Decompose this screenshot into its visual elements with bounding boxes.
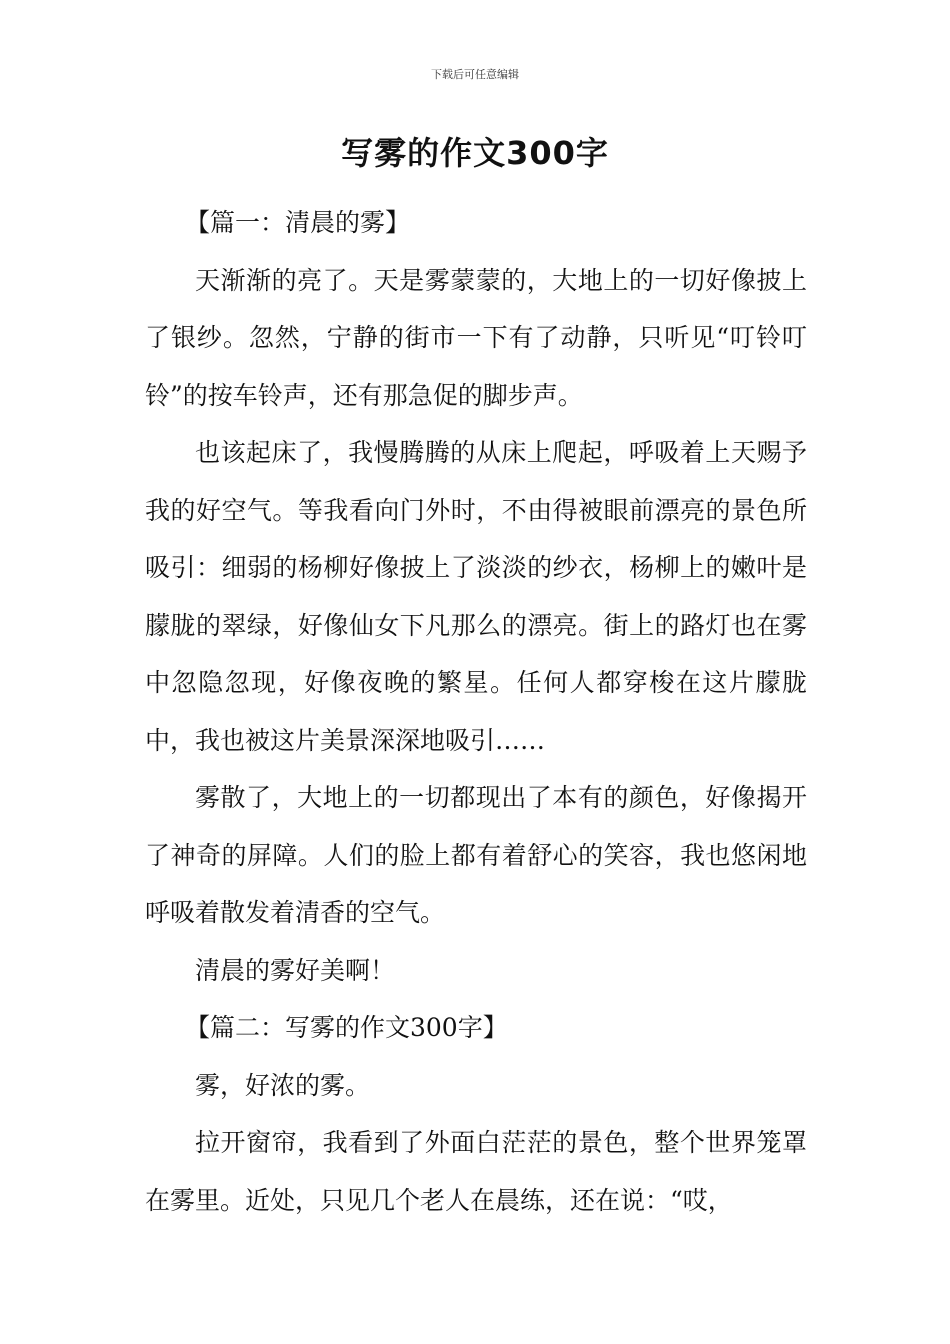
- paragraph: 拉开窗帘，我看到了外面白茫茫的景色，整个世界笼罩在雾里。近处，只见几个老人在晨练，还在说：“哎，: [145, 1128, 807, 1215]
- header-note: 下载后可任意编辑: [431, 68, 519, 81]
- paragraph: 雾，好浓的雾。: [195, 1070, 371, 1100]
- paragraph: 也该起床了，我慢腾腾的从床上爬起，呼吸着上天赐予我的好空气。等我看向门外时，不由得被眼前漂亮的景色所吸引：细弱的杨柳好像披上了淡淡的纱衣，杨柳上的嫩叶是朦胧的翠绿，好像仙女下凡那么的漂亮。街上的路灯也在雾中忽隐忽现，好像夜晚的繁星。任何人都穿梭在这片朦胧中，我也被这片美景深深地吸引……: [145, 438, 807, 755]
- paragraph: 天渐渐的亮了。天是雾蒙蒙的，大地上的一切好像披上了银纱。忽然，宁静的街市一下有了动静，只听见“叮铃叮铃”的按车铃声，还有那急促的脚步声。: [145, 265, 807, 410]
- section-heading-2: 【篇二：写雾的作文300字】: [185, 1013, 508, 1042]
- document-body: [145, 194, 807, 1229]
- section-heading-1: 【篇一：清晨的雾】: [185, 208, 411, 237]
- paragraph: 雾散了，大地上的一切都现出了本有的颜色，好像揭开了神奇的屏障。人们的脸上都有着舒心的笑容，我也悠闲地呼吸着散发着清香的空气。: [145, 783, 807, 927]
- document-title: 写雾的作文300字: [341, 134, 609, 172]
- paragraph: 清晨的雾好美啊！: [195, 955, 396, 985]
